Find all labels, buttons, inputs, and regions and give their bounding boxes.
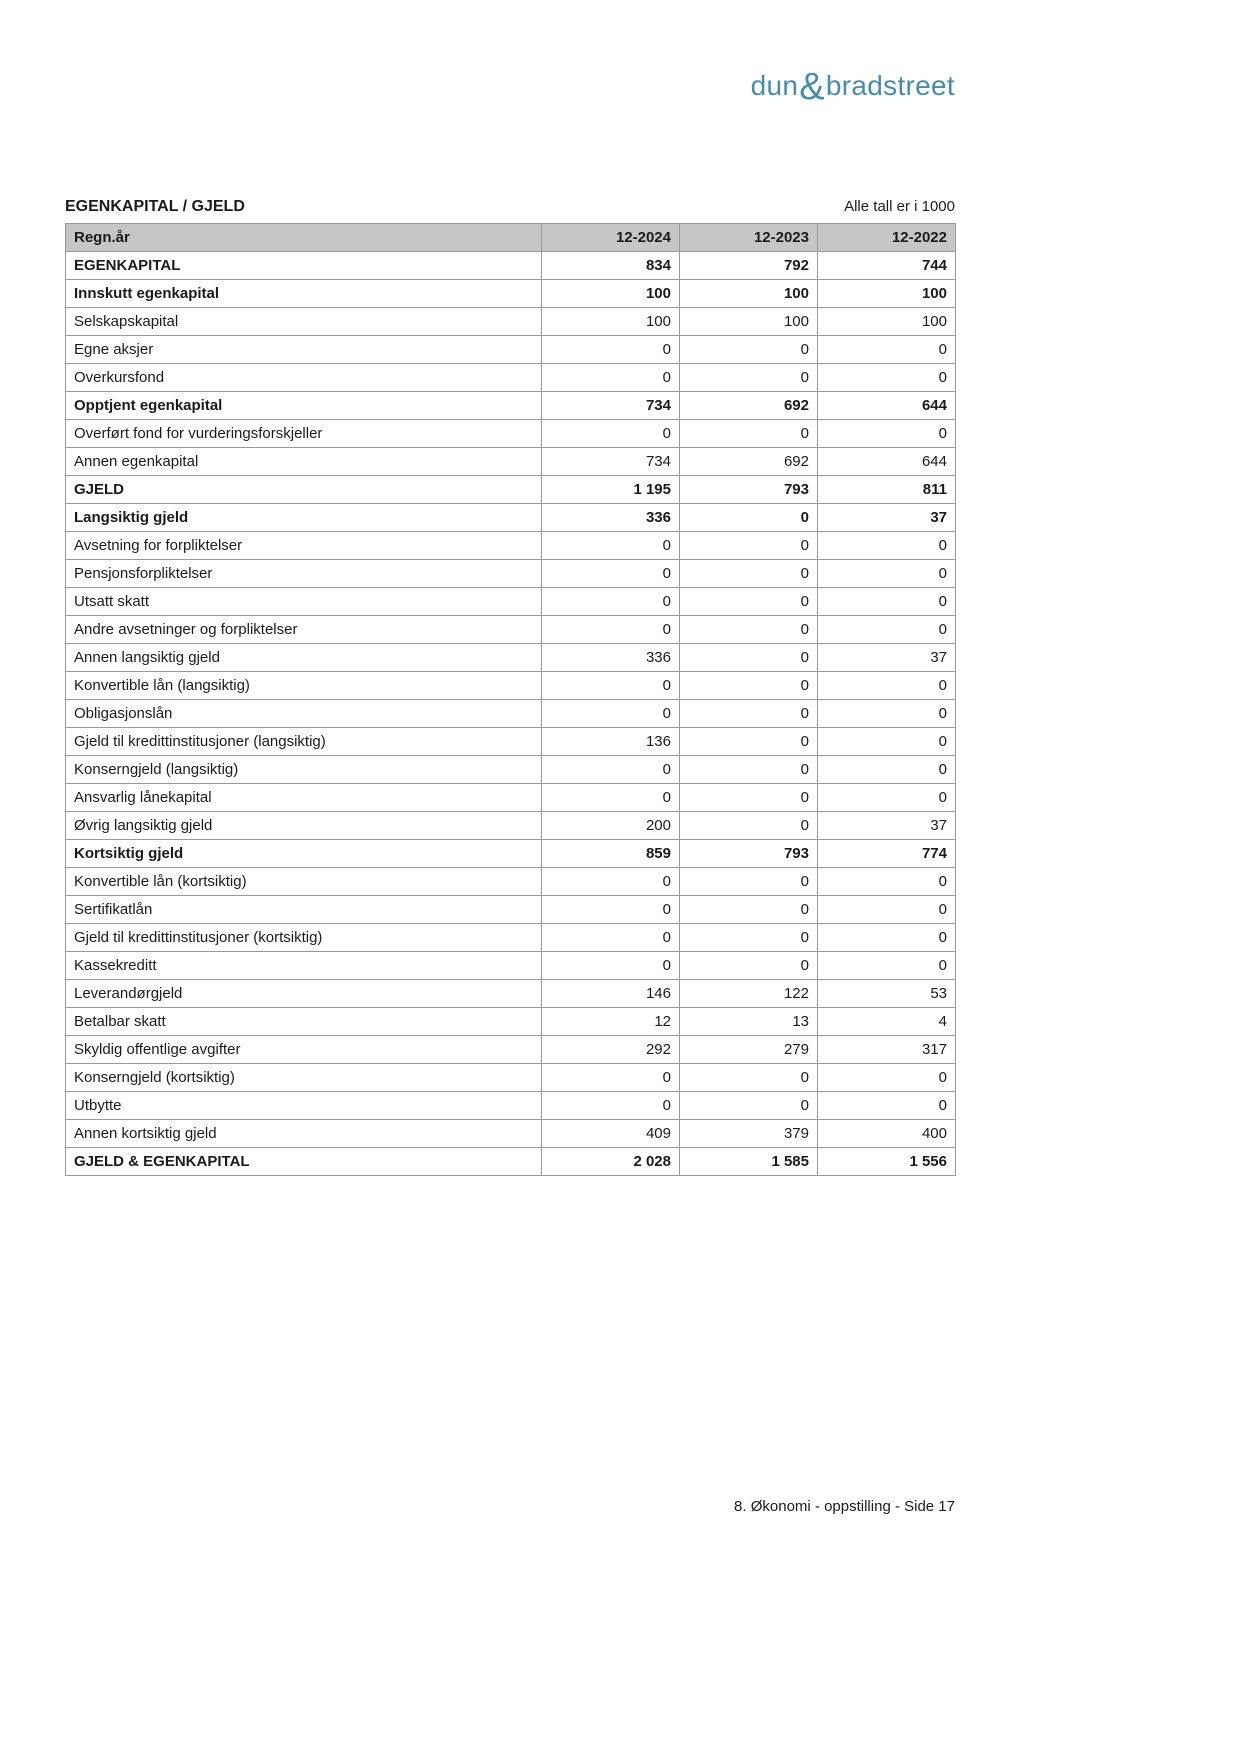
table-row <box>66 756 956 784</box>
row-value: 0 <box>818 364 956 392</box>
row-value: 793 <box>680 840 818 868</box>
row-value: 0 <box>818 560 956 588</box>
row-value: 0 <box>542 1092 680 1120</box>
row-value: 0 <box>542 896 680 924</box>
row-label: Leverandørgjeld <box>66 980 542 1008</box>
dun-bradstreet-logo <box>750 66 955 108</box>
table-row <box>66 448 956 476</box>
table-row <box>66 364 956 392</box>
table-row <box>66 420 956 448</box>
row-value: 100 <box>542 280 680 308</box>
row-value: 0 <box>542 616 680 644</box>
table-row <box>66 868 956 896</box>
row-value: 379 <box>680 1120 818 1148</box>
row-value: 734 <box>542 392 680 420</box>
row-value: 0 <box>680 784 818 812</box>
section-title: EGENKAPITAL / GJELD <box>65 198 245 215</box>
row-label: Langsiktig gjeld <box>66 504 542 532</box>
row-value: 0 <box>542 700 680 728</box>
row-label: Skyldig offentlige avgifter <box>66 1036 542 1064</box>
row-value: 279 <box>680 1036 818 1064</box>
row-value: 644 <box>818 392 956 420</box>
table-row <box>66 392 956 420</box>
row-value: 0 <box>680 364 818 392</box>
row-value: 0 <box>680 896 818 924</box>
row-value: 100 <box>818 280 956 308</box>
table-row <box>66 700 956 728</box>
row-value: 292 <box>542 1036 680 1064</box>
table-row <box>66 728 956 756</box>
row-value: 692 <box>680 392 818 420</box>
row-value: 0 <box>542 364 680 392</box>
column-header-12-2023: 12-2023 <box>680 224 818 252</box>
row-value: 1 195 <box>542 476 680 504</box>
row-value: 0 <box>680 560 818 588</box>
table-row <box>66 784 956 812</box>
table-row <box>66 980 956 1008</box>
row-value: 774 <box>818 840 956 868</box>
row-label: Gjeld til kredittinstitusjoner (langsiktig) <box>66 728 542 756</box>
table-row <box>66 280 956 308</box>
row-value: 409 <box>542 1120 680 1148</box>
row-value: 2 028 <box>542 1148 680 1176</box>
row-value: 0 <box>542 952 680 980</box>
table-row <box>66 1120 956 1148</box>
row-value: 12 <box>542 1008 680 1036</box>
row-value: 100 <box>680 280 818 308</box>
row-label: Overkursfond <box>66 364 542 392</box>
table-row <box>66 504 956 532</box>
equity-debt-table <box>65 223 956 1176</box>
table-row <box>66 1036 956 1064</box>
row-value: 0 <box>542 1064 680 1092</box>
row-value: 0 <box>818 1064 956 1092</box>
row-value: 0 <box>542 756 680 784</box>
row-value: 0 <box>818 420 956 448</box>
logo-word-bradstreet: bradstreet <box>825 70 955 101</box>
row-label: Utbytte <box>66 1092 542 1120</box>
row-value: 0 <box>818 616 956 644</box>
table-row <box>66 952 956 980</box>
row-value: 1 585 <box>680 1148 818 1176</box>
row-value: 0 <box>818 896 956 924</box>
row-value: 37 <box>818 504 956 532</box>
page-footer: 8. Økonomi - oppstilling - Side 17 <box>734 1498 955 1515</box>
row-value: 692 <box>680 448 818 476</box>
row-value: 859 <box>542 840 680 868</box>
row-value: 0 <box>680 1064 818 1092</box>
row-value: 0 <box>542 336 680 364</box>
logo-word-dun: dun <box>750 70 799 101</box>
row-label: Kassekreditt <box>66 952 542 980</box>
row-value: 0 <box>680 672 818 700</box>
table-body <box>66 252 956 1176</box>
table-row <box>66 924 956 952</box>
row-value: 100 <box>818 308 956 336</box>
row-value: 0 <box>818 924 956 952</box>
column-header-12-2022: 12-2022 <box>818 224 956 252</box>
row-value: 53 <box>818 980 956 1008</box>
row-value: 0 <box>680 1092 818 1120</box>
table-row <box>66 252 956 280</box>
row-value: 793 <box>680 476 818 504</box>
row-value: 13 <box>680 1008 818 1036</box>
row-value: 0 <box>680 336 818 364</box>
column-header-12-2024: 12-2024 <box>542 224 680 252</box>
table-row <box>66 1008 956 1036</box>
row-value: 0 <box>542 420 680 448</box>
row-label: Annen kortsiktig gjeld <box>66 1120 542 1148</box>
table-header-row <box>66 224 956 252</box>
row-label: Ansvarlig lånekapital <box>66 784 542 812</box>
column-header-regnar: Regn.år <box>66 224 542 252</box>
row-value: 0 <box>818 588 956 616</box>
row-label: Annen langsiktig gjeld <box>66 644 542 672</box>
row-value: 0 <box>542 560 680 588</box>
row-value: 0 <box>542 924 680 952</box>
row-value: 0 <box>818 700 956 728</box>
row-value: 146 <box>542 980 680 1008</box>
table-row <box>66 1148 956 1176</box>
row-value: 317 <box>818 1036 956 1064</box>
row-value: 734 <box>542 448 680 476</box>
row-value: 0 <box>680 812 818 840</box>
row-label: Egne aksjer <box>66 336 542 364</box>
row-value: 0 <box>680 420 818 448</box>
table-row <box>66 840 956 868</box>
row-label: GJELD & EGENKAPITAL <box>66 1148 542 1176</box>
row-value: 0 <box>818 1092 956 1120</box>
row-value: 0 <box>818 868 956 896</box>
row-value: 0 <box>680 728 818 756</box>
row-value: 0 <box>542 672 680 700</box>
row-value: 744 <box>818 252 956 280</box>
table-row <box>66 308 956 336</box>
logo-ampersand-icon: & <box>799 66 825 108</box>
row-value: 0 <box>680 644 818 672</box>
row-value: 0 <box>818 784 956 812</box>
table-row <box>66 532 956 560</box>
row-label: Konserngjeld (kortsiktig) <box>66 1064 542 1092</box>
table-row <box>66 476 956 504</box>
row-value: 834 <box>542 252 680 280</box>
row-label: Konvertible lån (kortsiktig) <box>66 868 542 896</box>
row-value: 336 <box>542 644 680 672</box>
row-value: 0 <box>542 588 680 616</box>
row-label: Kortsiktig gjeld <box>66 840 542 868</box>
table-row <box>66 336 956 364</box>
row-value: 0 <box>818 336 956 364</box>
row-label: Opptjent egenkapital <box>66 392 542 420</box>
row-value: 0 <box>680 952 818 980</box>
units-note: Alle tall er i 1000 <box>844 198 955 215</box>
table-row <box>66 812 956 840</box>
row-label: Konvertible lån (langsiktig) <box>66 672 542 700</box>
row-value: 792 <box>680 252 818 280</box>
row-value: 0 <box>818 756 956 784</box>
row-value: 1 556 <box>818 1148 956 1176</box>
row-value: 0 <box>542 532 680 560</box>
table-row <box>66 1092 956 1120</box>
row-label: Utsatt skatt <box>66 588 542 616</box>
row-value: 0 <box>542 868 680 896</box>
row-label: Obligasjonslån <box>66 700 542 728</box>
row-value: 0 <box>680 616 818 644</box>
row-value: 200 <box>542 812 680 840</box>
row-value: 0 <box>818 672 956 700</box>
row-value: 37 <box>818 644 956 672</box>
row-value: 644 <box>818 448 956 476</box>
row-value: 0 <box>818 532 956 560</box>
table-row <box>66 588 956 616</box>
row-value: 0 <box>680 504 818 532</box>
row-label: Avsetning for forpliktelser <box>66 532 542 560</box>
row-value: 122 <box>680 980 818 1008</box>
row-value: 0 <box>818 728 956 756</box>
row-label: Andre avsetninger og forpliktelser <box>66 616 542 644</box>
table-row <box>66 616 956 644</box>
table-row <box>66 644 956 672</box>
table-caption-line <box>65 198 955 216</box>
row-value: 0 <box>542 784 680 812</box>
row-value: 811 <box>818 476 956 504</box>
row-value: 100 <box>542 308 680 336</box>
row-label: Gjeld til kredittinstitusjoner (kortsiktig) <box>66 924 542 952</box>
row-label: Konserngjeld (langsiktig) <box>66 756 542 784</box>
row-value: 4 <box>818 1008 956 1036</box>
row-value: 37 <box>818 812 956 840</box>
row-label: Betalbar skatt <box>66 1008 542 1036</box>
row-value: 0 <box>680 868 818 896</box>
row-value: 336 <box>542 504 680 532</box>
row-value: 0 <box>680 924 818 952</box>
row-value: 0 <box>680 756 818 784</box>
row-value: 100 <box>680 308 818 336</box>
table-row <box>66 896 956 924</box>
row-label: EGENKAPITAL <box>66 252 542 280</box>
row-label: Overført fond for vurderingsforskjeller <box>66 420 542 448</box>
balance-sheet-section <box>65 198 955 1176</box>
row-label: Sertifikatlån <box>66 896 542 924</box>
row-value: 136 <box>542 728 680 756</box>
row-label: Selskapskapital <box>66 308 542 336</box>
row-value: 0 <box>818 952 956 980</box>
table-row <box>66 560 956 588</box>
table-row <box>66 672 956 700</box>
row-label: GJELD <box>66 476 542 504</box>
row-value: 0 <box>680 700 818 728</box>
row-label: Øvrig langsiktig gjeld <box>66 812 542 840</box>
row-label: Annen egenkapital <box>66 448 542 476</box>
row-label: Pensjonsforpliktelser <box>66 560 542 588</box>
row-label: Innskutt egenkapital <box>66 280 542 308</box>
table-row <box>66 1064 956 1092</box>
row-value: 0 <box>680 532 818 560</box>
row-value: 0 <box>680 588 818 616</box>
row-value: 400 <box>818 1120 956 1148</box>
